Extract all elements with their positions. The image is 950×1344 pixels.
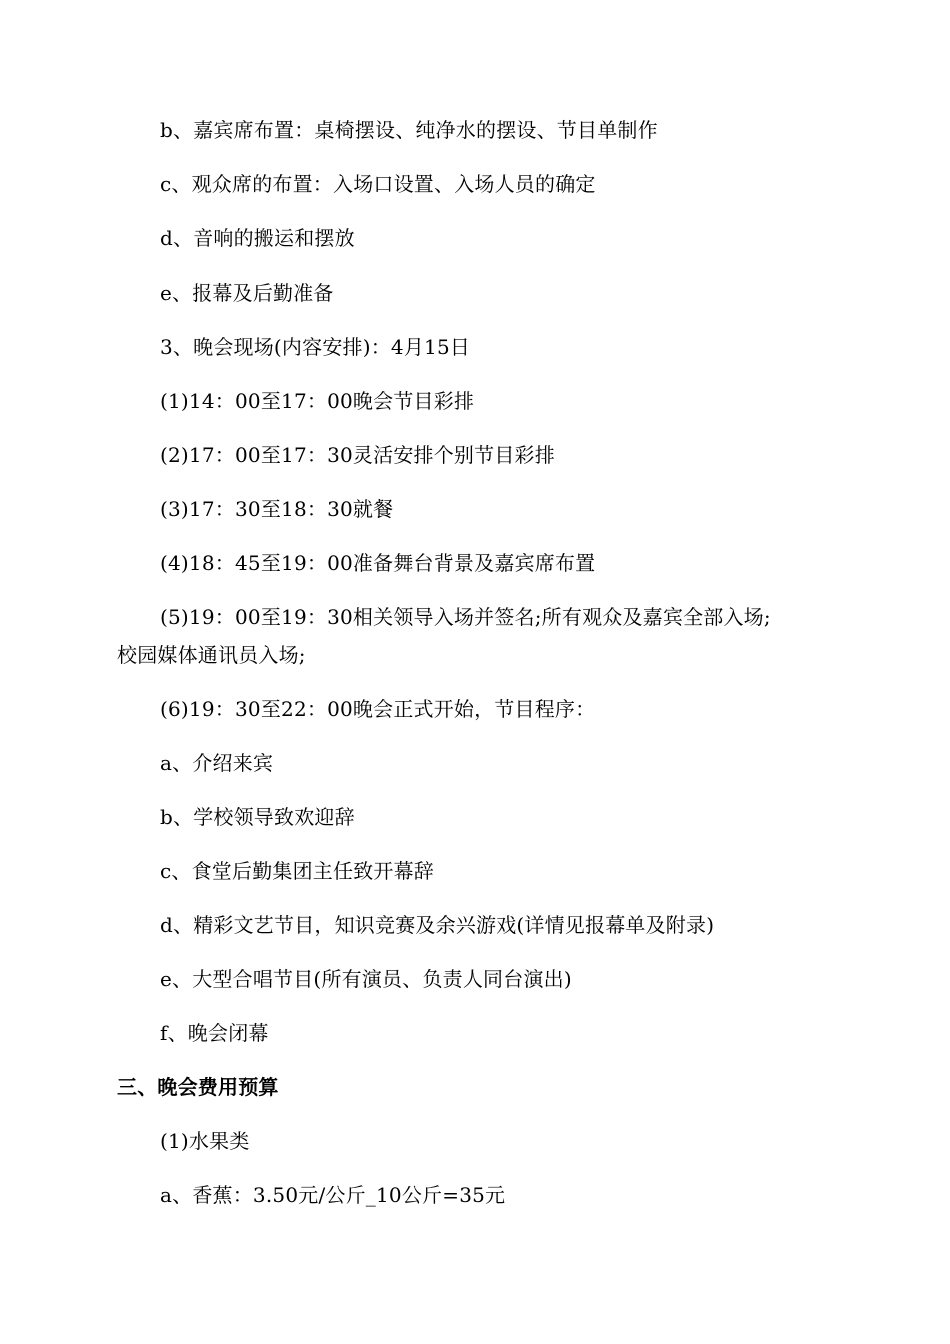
schedule-item-2: (2)17：00至17：30灵活安排个别节目彩排 [160, 443, 555, 467]
program-item-e: e、大型合唱节目(所有演员、负责人同台演出) [160, 967, 572, 991]
program-item-b: b、学校领导致欢迎辞 [160, 805, 355, 829]
paragraph-guest-seating: b、嘉宾席布置：桌椅摆设、纯净水的摆设、节目单制作 [160, 118, 658, 142]
schedule-item-4: (4)18：45至19：00准备舞台背景及嘉宾席布置 [160, 551, 596, 575]
program-item-c: c、食堂后勤集团主任致开幕辞 [160, 859, 435, 883]
budget-item-banana: a、香蕉：3.50元/公斤_10公斤=35元 [160, 1183, 506, 1207]
program-item-a: a、介绍来宾 [160, 751, 274, 775]
schedule-item-5: (5)19：00至19：30相关领导入场并签名;所有观众及嘉宾全部入场; [160, 605, 771, 629]
budget-category-fruit: (1)水果类 [160, 1129, 250, 1153]
section-heading-budget: 三、晚会费用预算 [117, 1075, 279, 1099]
schedule-item-5-continued: 校园媒体通讯员入场; [117, 643, 306, 667]
schedule-item-1: (1)14：00至17：00晚会节目彩排 [160, 389, 475, 413]
schedule-item-6: (6)19：30至22：00晚会正式开始，节目程序： [160, 697, 596, 721]
program-item-d: d、精彩文艺节目，知识竞赛及余兴游戏(详情见报幕单及附录) [160, 913, 715, 937]
paragraph-audio-setup: d、音响的搬运和摆放 [160, 226, 355, 250]
paragraph-announcer-logistics: e、报幕及后勤准备 [160, 281, 334, 305]
paragraph-audience-seating: c、观众席的布置：入场口设置、入场人员的确定 [160, 172, 596, 196]
schedule-item-3: (3)17：30至18：30就餐 [160, 497, 394, 521]
program-item-f: f、晚会闭幕 [160, 1021, 269, 1045]
paragraph-venue-schedule: 3、晚会现场(内容安排)：4月15日 [160, 335, 471, 359]
